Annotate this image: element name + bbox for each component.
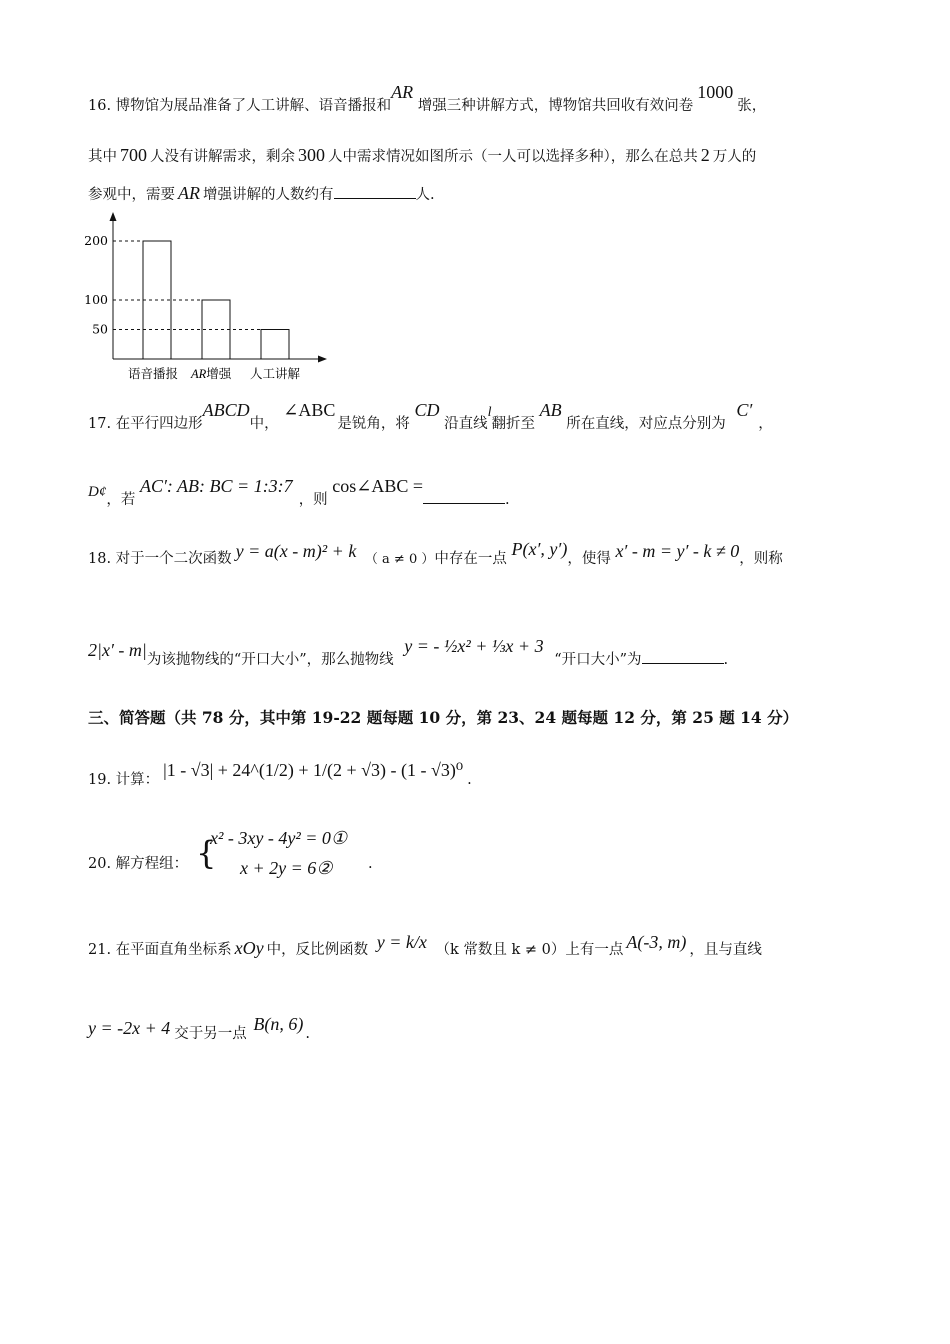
bar-chart: [80, 208, 340, 390]
x-label-1: 语音播报: [128, 366, 179, 381]
q21-line1: 21. 在平面直角坐标系 xOy 中，反比例函数 y = k/x （k 常数且 k ≠ 0）上有一点 A(-3, m) ，且与直线: [88, 932, 762, 958]
q18-line1: 18. 对于一个二次函数 y = a(x - m)² + k （ a ≠ 0 ）中存在一点 P(x′, y′)，使得 x′ - m = y′ - k ≠ 0，则称: [88, 539, 783, 567]
chart-axes: [110, 212, 328, 363]
q20: 20. 解方程组：: [88, 856, 189, 872]
bar-3: [261, 330, 289, 360]
y-tick-50: 50: [92, 321, 108, 337]
answer-blank-17[interactable]: [423, 489, 505, 504]
section-three-heading: 三、简答题（共 78 分，其中第 19-22 题每题 10 分，第 23、24 题每题 12 分，第 25 题 14 分）: [88, 708, 799, 727]
x-label-3: 人工讲解: [250, 366, 301, 381]
system-brace: {: [196, 834, 217, 872]
y-tick-100: 100: [84, 292, 108, 307]
q17-line1: 17. 在平行四边形ABCD中， ∠ABC是锐角，将 CD 沿直线l翻折至 AB 所在直线，对应点分别为 C′，: [88, 400, 773, 432]
q17-line2: D¢，若 AC′: AB: BC = 1:3:7，则 cos∠ABC =.: [88, 476, 510, 508]
y-tick-200: 200: [84, 233, 108, 248]
answer-blank-18[interactable]: [642, 649, 724, 664]
q16-line2: 其中 700 人没有讲解需求，剩余 300 人中需求情况如图所示（一人可以选择多种），那么在总共 2 万人的: [88, 145, 757, 165]
answer-blank-16[interactable]: [334, 184, 416, 199]
x-label-2: AR增强: [191, 366, 232, 381]
q19: 19. 计算： |1 - √3| + 24^(1/2) + 1/(2 + √3) - (1 - √3)⁰ .: [88, 760, 472, 788]
q20-eq2: x + 2y = 6②: [240, 858, 333, 878]
q20-end: .: [368, 856, 373, 872]
q16-ar: AR: [391, 82, 414, 102]
q20-eq1: x² - 3xy - 4y² = 0①: [210, 828, 348, 848]
q18-line2: 2|x′ - m|为该抛物线的“开口大小”，那么抛物线 y = - ½x² + ⅓x + 3 “开口大小”为 .: [88, 636, 729, 668]
q21-line2: y = -2x + 4 交于另一点 B(n, 6) .: [88, 1014, 310, 1042]
q16-line3: 参观中，需要 AR 增强讲解的人数约有 人.: [88, 183, 435, 203]
q16-line1: 16. 博物馆为展品准备了人工讲解、语音播报和AR 增强三种讲解方式，博物馆共回收有效问卷1000张，: [88, 82, 767, 114]
